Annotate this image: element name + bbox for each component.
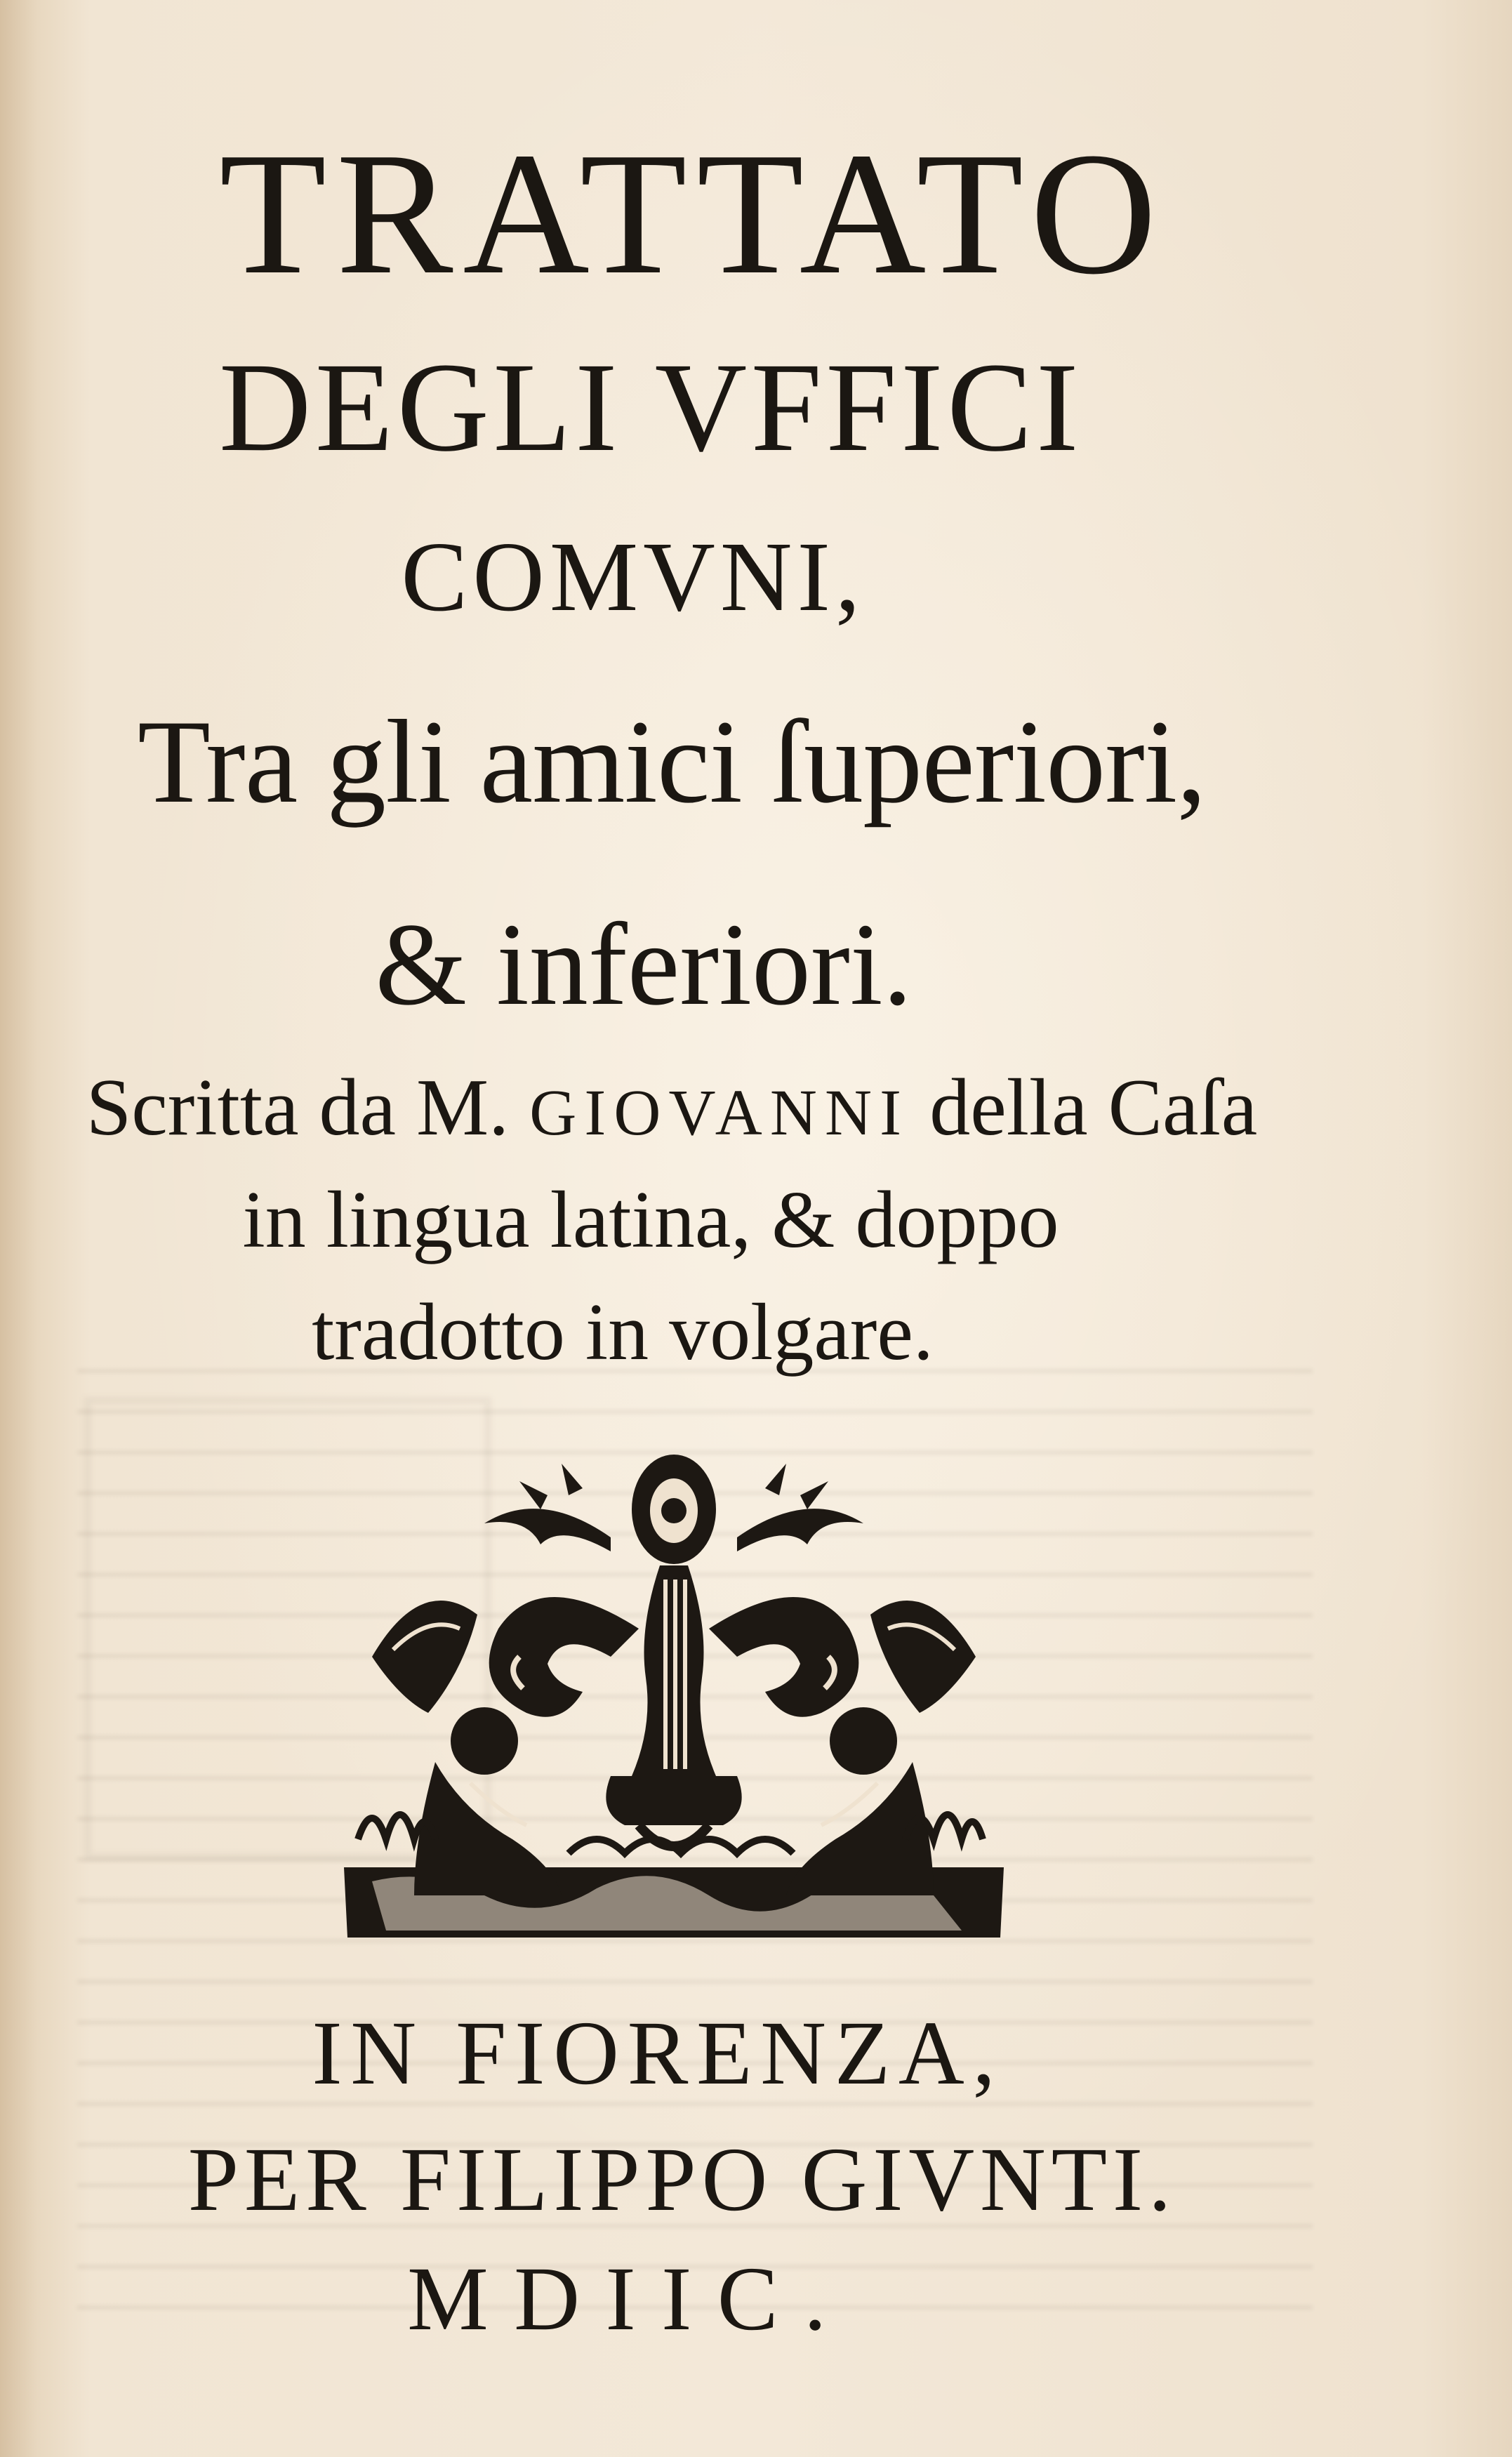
imprint-place: IN FIORENZA, <box>312 2003 1004 2104</box>
title-line-degli-vffici: DEGLI VFFICI <box>218 337 1083 478</box>
imprint-printer: PER FILIPPO GIVNTI. <box>187 2129 1177 2230</box>
author-suffix: della Caſa <box>929 1063 1258 1153</box>
translation-line: tradotto in volgare. <box>312 1287 934 1377</box>
title-line-trattato: TRATTATO <box>219 117 1167 311</box>
author-name: GIOVANNI <box>529 1077 910 1149</box>
author-prefix: Scritta da M. <box>86 1063 510 1153</box>
title-line-comvni: COMVNI, <box>401 521 866 632</box>
subtitle-line-amici: Tra gli amici ſuperiori, <box>138 696 1206 828</box>
imprint-year: MDIIC. <box>407 2249 852 2350</box>
author-line <box>0 1063 1512 1153</box>
giunti-lily-device-icon <box>330 1446 1018 1980</box>
language-line: in lingua latina, & doppo <box>242 1175 1059 1265</box>
subtitle-line-inferiori: & inferiori. <box>375 899 913 1030</box>
